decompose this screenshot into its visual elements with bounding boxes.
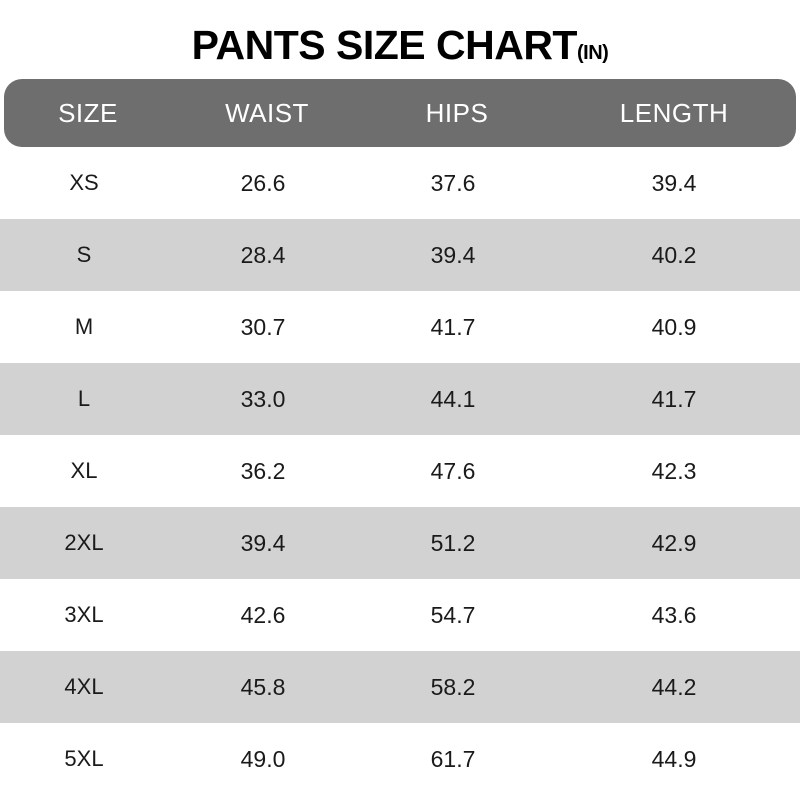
cell-waist: 39.4 — [240, 529, 286, 556]
cell-hips: 51.2 — [430, 529, 476, 556]
cell-waist: 33.0 — [240, 385, 286, 412]
column-header-hips: HIPS — [425, 97, 489, 128]
table-body — [0, 147, 800, 795]
cell-length: 40.2 — [651, 241, 697, 268]
cell-length: 42.3 — [651, 457, 697, 484]
table-row — [0, 219, 800, 291]
table-row — [0, 651, 800, 723]
cell-size: 5XL — [64, 746, 104, 771]
cell-size: 3XL — [64, 602, 104, 627]
table-row — [0, 435, 800, 507]
cell-hips: 54.7 — [430, 601, 476, 628]
table-row — [0, 291, 800, 363]
cell-hips: 37.6 — [430, 169, 476, 196]
table-row — [0, 723, 800, 795]
cell-hips: 39.4 — [430, 241, 476, 268]
cell-size: XS — [69, 170, 99, 195]
cell-length: 41.7 — [651, 385, 697, 412]
table-header — [0, 79, 800, 147]
table-row — [0, 147, 800, 219]
cell-hips: 58.2 — [430, 673, 476, 700]
cell-waist: 45.8 — [240, 673, 286, 700]
cell-length: 40.9 — [651, 313, 697, 340]
cell-size: 4XL — [64, 674, 104, 699]
cell-waist: 36.2 — [240, 457, 286, 484]
table-row — [0, 507, 800, 579]
cell-waist: 30.7 — [240, 313, 286, 340]
cell-size: M — [74, 314, 94, 339]
header-band — [4, 79, 796, 147]
cell-hips: 47.6 — [430, 457, 476, 484]
column-header-length: LENGTH — [619, 97, 729, 128]
cell-waist: 28.4 — [240, 241, 286, 268]
cell-size: 2XL — [64, 530, 104, 555]
column-header-size: SIZE — [58, 97, 118, 128]
cell-waist: 26.6 — [240, 169, 286, 196]
cell-hips: 41.7 — [430, 313, 476, 340]
page-title-main: PANTS SIZE CHART — [191, 22, 577, 68]
cell-size: XL — [70, 458, 98, 483]
page-title-unit: (IN) — [576, 42, 609, 64]
cell-waist: 49.0 — [240, 745, 286, 772]
page-title — [0, 0, 800, 79]
cell-hips: 61.7 — [430, 745, 476, 772]
cell-length: 44.9 — [651, 745, 697, 772]
cell-waist: 42.6 — [240, 601, 286, 628]
cell-length: 44.2 — [651, 673, 697, 700]
cell-length: 39.4 — [651, 169, 697, 196]
cell-length: 42.9 — [651, 529, 697, 556]
table-row — [0, 363, 800, 435]
cell-size: S — [76, 242, 92, 267]
cell-length: 43.6 — [651, 601, 697, 628]
cell-hips: 44.1 — [430, 385, 476, 412]
column-header-waist: WAIST — [225, 97, 309, 128]
table-row — [0, 579, 800, 651]
cell-size: L — [77, 386, 91, 411]
